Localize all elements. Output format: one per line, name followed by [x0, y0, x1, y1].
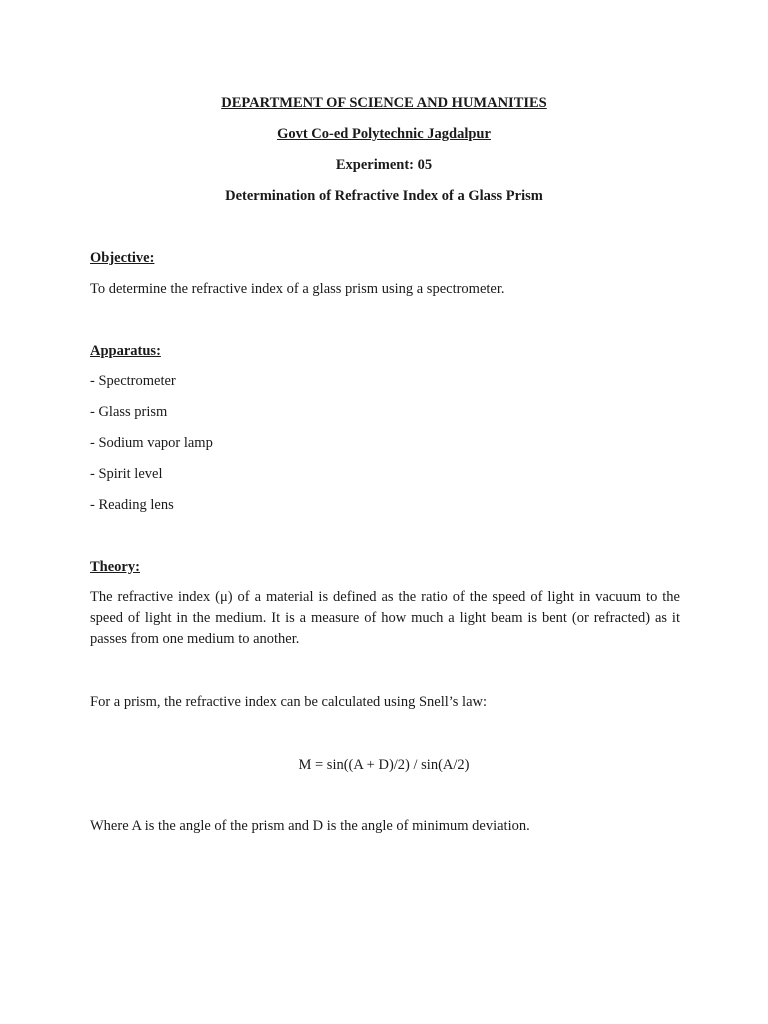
theory-paragraph: The refractive index (μ) of a material is defined as the ratio of the speed of light in vacuum to the speed of light in the medium. It is a measure of how much a light beam is bent (or refracted) as it passes from one medium to another.	[90, 589, 680, 647]
refractive-index-formula: M = sin((A + D)/2) / sin(A/2)	[298, 757, 470, 773]
experiment-number: Experiment: 05	[335, 157, 433, 173]
apparatus-heading: Apparatus:	[90, 343, 161, 359]
experiment-title: Determination of Refractive Index of a Glass Prism	[225, 188, 543, 204]
list-item: - Spectrometer	[90, 373, 176, 389]
list-item: - Spirit level	[90, 466, 163, 482]
institute-heading: Govt Co-ed Polytechnic Jagdalpur	[277, 126, 491, 142]
list-item: - Reading lens	[90, 497, 174, 513]
list-item: - Sodium vapor lamp	[90, 435, 213, 451]
theory-heading: Theory:	[90, 559, 140, 575]
objective-text: To determine the refractive index of a glass prism using a spectrometer.	[90, 281, 505, 297]
theory-prism-text: For a prism, the refractive index can be calculated using Snell’s law:	[90, 694, 488, 710]
objective-heading: Objective:	[90, 250, 155, 266]
department-heading: DEPARTMENT OF SCIENCE AND HUMANITIES	[221, 95, 547, 111]
theory-definition-text: Where A is the angle of the prism and D is the angle of minimum deviation.	[90, 818, 530, 834]
list-item: - Glass prism	[90, 404, 168, 420]
